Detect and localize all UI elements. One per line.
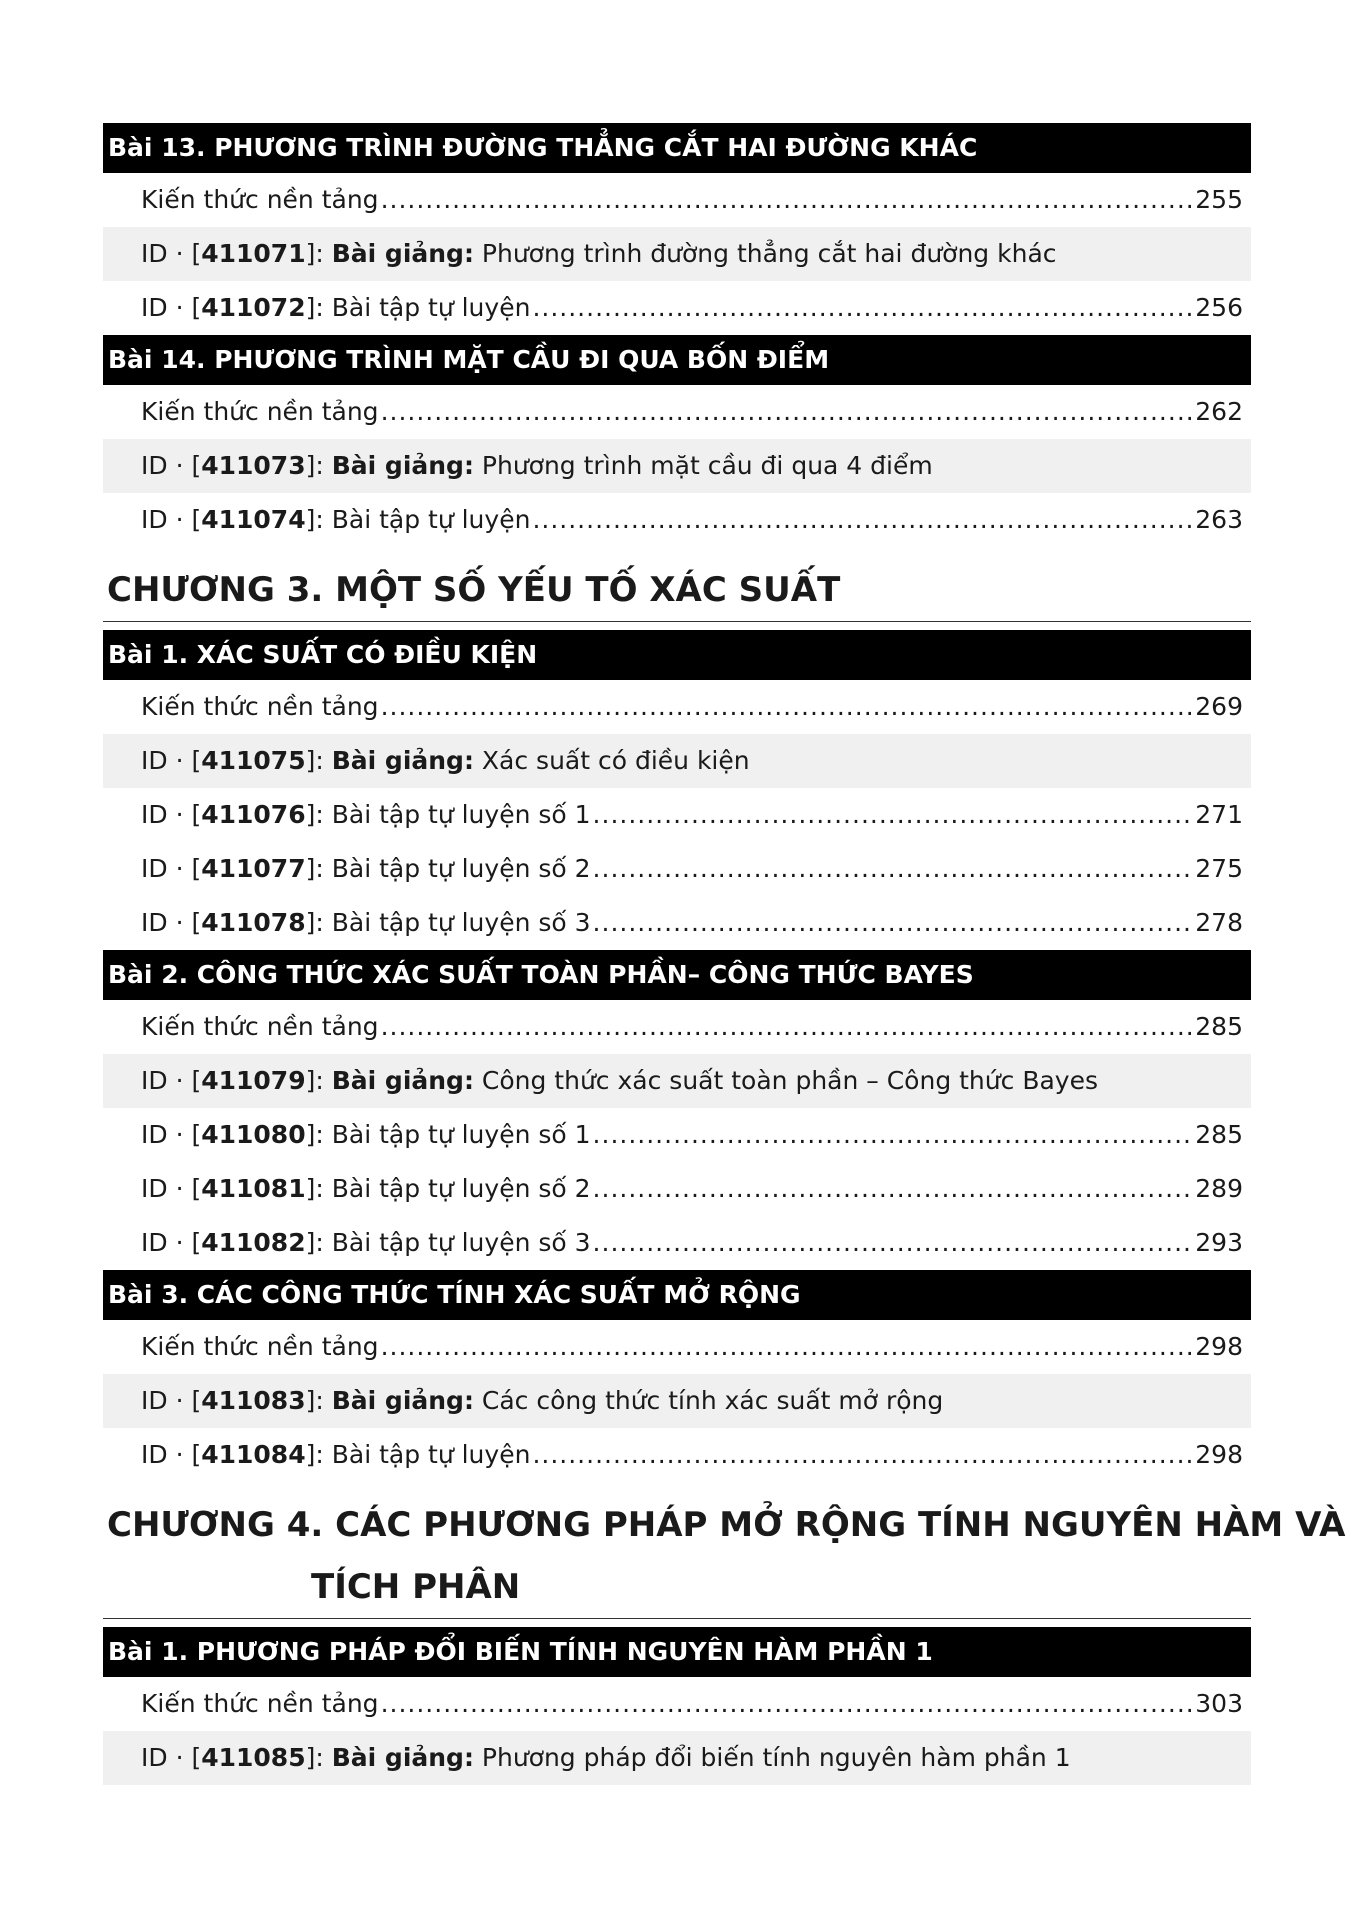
page-number: 278: [1195, 908, 1243, 937]
lesson-header[interactable]: Bài 14. PHƯƠNG TRÌNH MẶT CẦU ĐI QUA BỐN ĐIỂM: [103, 335, 1251, 385]
toc-entry[interactable]: [103, 281, 1251, 335]
chapter-title-line: TÍCH PHÂN: [311, 1567, 521, 1607]
entry-text: [141, 788, 591, 842]
entry-id-prefix: ID · [: [141, 1066, 202, 1095]
entry-title: Bài tập tự luyện số 3: [331, 908, 591, 937]
entry-id: 411084: [201, 1440, 306, 1469]
dot-leader: [381, 1000, 1194, 1054]
entry-title: Bài tập tự luyện số 1: [331, 1120, 591, 1149]
entry-title: Bài tập tự luyện số 3: [331, 1228, 591, 1257]
entry-id-suffix: ]:: [305, 746, 332, 775]
entry-id-prefix: ID · [: [141, 451, 202, 480]
entry-text: [141, 1216, 591, 1270]
entry-title: Bài tập tự luyện: [331, 1440, 531, 1469]
lecture-label: Bài giảng:: [331, 1386, 474, 1415]
entry-title: Phương pháp đổi biến tính nguyên hàm phần 1: [473, 1743, 1071, 1772]
lecture-entry[interactable]: [103, 227, 1251, 281]
entry-id-prefix: ID · [: [141, 746, 202, 775]
entry-text: [141, 1108, 591, 1162]
entry-title: Phương trình đường thẳng cắt hai đường khác: [473, 239, 1057, 268]
page-number: 275: [1195, 854, 1243, 883]
entry-text: [141, 227, 1057, 281]
entry-title: Kiến thức nền tảng: [141, 1689, 379, 1718]
entry-title: Các công thức tính xác suất mở rộng: [473, 1386, 944, 1415]
toc-entry[interactable]: [103, 896, 1251, 950]
entry-id-suffix: ]:: [305, 1743, 332, 1772]
entry-title: Kiến thức nền tảng: [141, 692, 379, 721]
lesson-header[interactable]: Bài 2. CÔNG THỨC XÁC SUẤT TOÀN PHẦN– CÔNG THỨC BAYES: [103, 950, 1251, 1000]
page-number: 293: [1195, 1228, 1243, 1257]
entry-title: Kiến thức nền tảng: [141, 397, 379, 426]
entry-text: [141, 281, 530, 335]
entry-title: Công thức xác suất toàn phần – Công thức Bayes: [473, 1066, 1098, 1095]
entry-id-prefix: ID · [: [141, 800, 202, 829]
page-number: 303: [1195, 1689, 1243, 1718]
entry-id-prefix: ID · [: [141, 505, 202, 534]
toc-entry[interactable]: [103, 680, 1251, 734]
chapter-title-line: CHƯƠNG 4. CÁC PHƯƠNG PHÁP MỞ RỘNG TÍNH NGUYÊN HÀM VÀ: [107, 1505, 1346, 1545]
page-number: 269: [1195, 692, 1243, 721]
entry-title: Kiến thức nền tảng: [141, 185, 379, 214]
entry-title: Bài tập tự luyện: [331, 505, 531, 534]
entry-id: 411073: [201, 451, 306, 480]
entry-id-suffix: ]:: [305, 854, 332, 883]
entry-id: 411075: [201, 746, 306, 775]
entry-title: Bài tập tự luyện: [331, 293, 531, 322]
entry-id-prefix: ID · [: [141, 1228, 202, 1257]
page-number: 271: [1195, 800, 1243, 829]
entry-title: Bài tập tự luyện số 1: [331, 800, 591, 829]
dot-leader: [381, 173, 1194, 227]
entry-text: [141, 493, 530, 547]
page-number: 285: [1195, 1120, 1243, 1149]
entry-id-suffix: ]:: [305, 505, 332, 534]
lecture-entry[interactable]: [103, 734, 1251, 788]
entry-id: 411083: [201, 1386, 306, 1415]
page-number: 298: [1195, 1332, 1243, 1361]
entry-id-prefix: ID · [: [141, 908, 202, 937]
entry-text: [141, 1374, 943, 1428]
lesson-header[interactable]: Bài 1. XÁC SUẤT CÓ ĐIỀU KIỆN: [103, 630, 1251, 680]
entry-text: [141, 1731, 1071, 1785]
dot-leader: [593, 788, 1194, 842]
entry-id-suffix: ]:: [305, 800, 332, 829]
lecture-label: Bài giảng:: [331, 1743, 474, 1772]
entry-id-suffix: ]:: [305, 239, 332, 268]
entry-text: [141, 1000, 379, 1054]
entry-id-suffix: ]:: [305, 908, 332, 937]
entry-id-prefix: ID · [: [141, 293, 202, 322]
lesson-header[interactable]: Bài 1. PHƯƠNG PHÁP ĐỔI BIẾN TÍNH NGUYÊN HÀM PHẦN 1: [103, 1627, 1251, 1677]
page-number: 298: [1195, 1440, 1243, 1469]
entry-id-suffix: ]:: [305, 451, 332, 480]
entry-id: 411072: [201, 293, 306, 322]
dot-leader: [381, 385, 1194, 439]
entry-id: 411079: [201, 1066, 306, 1095]
entry-title: Bài tập tự luyện số 2: [331, 1174, 591, 1203]
lesson-header[interactable]: Bài 3. CÁC CÔNG THỨC TÍNH XÁC SUẤT MỞ RỘNG: [103, 1270, 1251, 1320]
page-number: 263: [1195, 505, 1243, 534]
entry-text: [141, 1428, 530, 1482]
toc-entry[interactable]: [103, 842, 1251, 896]
chapter-heading: [103, 559, 1251, 622]
lecture-entry[interactable]: [103, 439, 1251, 493]
dot-leader: [532, 1428, 1193, 1482]
entry-title: Xác suất có điều kiện: [473, 746, 750, 775]
entry-text: [141, 1677, 379, 1731]
dot-leader: [593, 1162, 1194, 1216]
lecture-entry[interactable]: [103, 1374, 1251, 1428]
entry-id-suffix: ]:: [305, 293, 332, 322]
entry-id: 411085: [201, 1743, 306, 1772]
page-number: 262: [1195, 397, 1243, 426]
toc-entry[interactable]: [103, 1000, 1251, 1054]
page-number: 256: [1195, 293, 1243, 322]
page-number: 255: [1195, 185, 1243, 214]
entry-id-prefix: ID · [: [141, 1743, 202, 1772]
entry-id: 411071: [201, 239, 306, 268]
entry-text: [141, 734, 750, 788]
page-number: 285: [1195, 1012, 1243, 1041]
dot-leader: [593, 896, 1194, 950]
entry-text: [141, 439, 933, 493]
toc-entry[interactable]: [103, 1216, 1251, 1270]
dot-leader: [381, 680, 1194, 734]
dot-leader: [381, 1320, 1194, 1374]
lecture-entry[interactable]: [103, 1731, 1251, 1785]
entry-id-suffix: ]:: [305, 1066, 332, 1095]
entry-id: 411074: [201, 505, 306, 534]
lecture-label: Bài giảng:: [331, 746, 474, 775]
entry-text: [141, 842, 591, 896]
entry-text: [141, 1162, 591, 1216]
dot-leader: [532, 281, 1193, 335]
dot-leader: [532, 493, 1193, 547]
entry-text: [141, 896, 591, 950]
table-of-contents: [103, 123, 1346, 1785]
toc-entry[interactable]: [103, 788, 1251, 842]
lecture-label: Bài giảng:: [331, 1066, 474, 1095]
toc-entry[interactable]: [103, 1320, 1251, 1374]
toc-entry[interactable]: [103, 1162, 1251, 1216]
entry-text: [141, 1320, 379, 1374]
entry-id: 411076: [201, 800, 306, 829]
entry-text: [141, 1054, 1098, 1108]
toc-entry[interactable]: [103, 1428, 1251, 1482]
entry-id-suffix: ]:: [305, 1174, 332, 1203]
toc-entry[interactable]: [103, 493, 1251, 547]
entry-id-suffix: ]:: [305, 1386, 332, 1415]
dot-leader: [593, 842, 1194, 896]
dot-leader: [381, 1677, 1194, 1731]
toc-entry[interactable]: [103, 1108, 1251, 1162]
toc-entry[interactable]: [103, 173, 1251, 227]
entry-title: Kiến thức nền tảng: [141, 1332, 379, 1361]
entry-id-prefix: ID · [: [141, 1174, 202, 1203]
lecture-entry[interactable]: [103, 1054, 1251, 1108]
chapter-heading: [103, 1494, 1346, 1619]
toc-entry[interactable]: [103, 385, 1251, 439]
entry-id-prefix: ID · [: [141, 1120, 202, 1149]
lecture-label: Bài giảng:: [331, 451, 474, 480]
chapter-title-line: CHƯƠNG 3. MỘT SỐ YẾU TỐ XÁC SUẤT: [107, 570, 841, 610]
entry-id-prefix: ID · [: [141, 1386, 202, 1415]
entry-title: Kiến thức nền tảng: [141, 1012, 379, 1041]
entry-id-prefix: ID · [: [141, 854, 202, 883]
lesson-header[interactable]: Bài 13. PHƯƠNG TRÌNH ĐƯỜNG THẲNG CẮT HAI ĐƯỜNG KHÁC: [103, 123, 1251, 173]
entry-id-prefix: ID · [: [141, 239, 202, 268]
entry-id: 411082: [201, 1228, 306, 1257]
dot-leader: [593, 1216, 1194, 1270]
entry-id: 411080: [201, 1120, 306, 1149]
entry-id-prefix: ID · [: [141, 1440, 202, 1469]
dot-leader: [593, 1108, 1194, 1162]
entry-title: Bài tập tự luyện số 2: [331, 854, 591, 883]
toc-entry[interactable]: [103, 1677, 1251, 1731]
entry-id-suffix: ]:: [305, 1440, 332, 1469]
entry-id-suffix: ]:: [305, 1120, 332, 1149]
page-number: 289: [1195, 1174, 1243, 1203]
entry-title: Phương trình mặt cầu đi qua 4 điểm: [473, 451, 933, 480]
lecture-label: Bài giảng:: [331, 239, 474, 268]
entry-text: [141, 385, 379, 439]
entry-text: [141, 680, 379, 734]
entry-id: 411078: [201, 908, 306, 937]
entry-text: [141, 173, 379, 227]
entry-id: 411081: [201, 1174, 306, 1203]
entry-id: 411077: [201, 854, 306, 883]
entry-id-suffix: ]:: [305, 1228, 332, 1257]
